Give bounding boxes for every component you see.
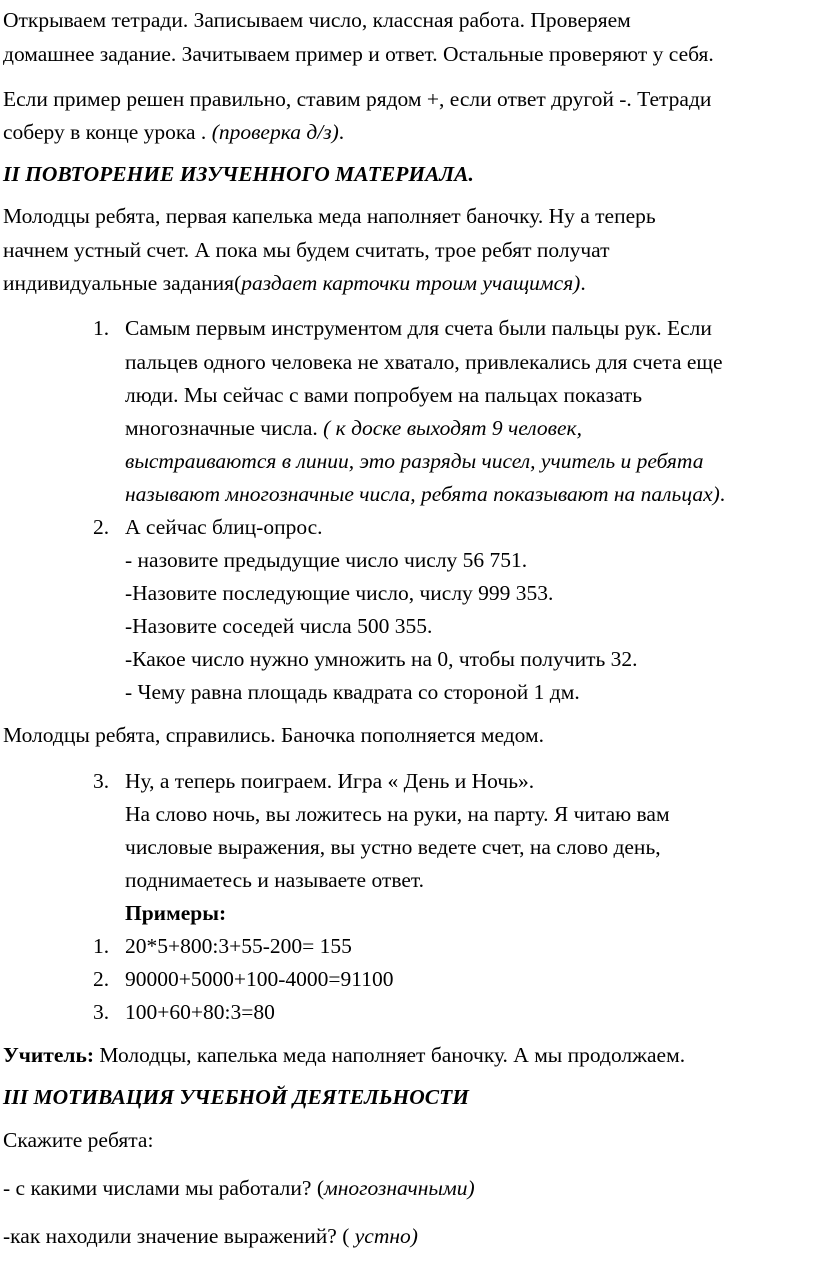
oral-count-line-2: начнем устный счет. А пока мы будем считать, трое ребят получат xyxy=(3,238,610,262)
item1-line-6-note: называют многозначные числа, ребята показывают на пальцах) xyxy=(125,482,720,506)
example-number: 2. xyxy=(93,967,110,991)
example-number: 3. xyxy=(93,1000,110,1024)
game-line-4: поднимаетесь и называете ответ. xyxy=(125,868,425,892)
item1-line-4-text: многозначные числа. xyxy=(125,416,324,440)
check-line-2-end: . xyxy=(338,120,345,144)
game-line-3: числовые выражения, вы устно ведете счет, на слово день, xyxy=(125,835,661,859)
example-text: 100+60+80:3=80 xyxy=(125,1000,275,1024)
blitz-title: А сейчас блиц-опрос. xyxy=(125,515,323,539)
check-line-1: Если пример решен правильно, ставим рядом +, если ответ другой -. Тетради xyxy=(3,87,712,111)
example-number: 1. xyxy=(93,934,110,958)
list-item-number: 3. xyxy=(93,769,110,793)
question-expressions xyxy=(3,1220,813,1254)
question-expressions-answer: устно) xyxy=(354,1224,418,1248)
question-expressions-text: -как находили значение выражений? ( xyxy=(3,1224,355,1248)
oral-count-line-3-text: индивидуальные задания( xyxy=(3,271,242,295)
examples-label: Примеры: xyxy=(125,901,227,925)
list-item-number: 1. xyxy=(93,316,110,340)
game-line-2: На слово ночь, вы ложитесь на руки, на парту. Я читаю вам xyxy=(125,802,670,826)
teacher-remark xyxy=(3,1039,813,1073)
check-line-2-text: соберу в конце урока . xyxy=(3,120,212,144)
section-heading-3: III МОТИВАЦИЯ УЧЕБНОЙ ДЕЯТЕЛЬНОСТИ xyxy=(3,1085,469,1109)
blitz-question-4: -Какое число нужно умножить на 0, чтобы получить 32. xyxy=(125,647,638,671)
oral-count-line-3-end: . xyxy=(580,271,586,295)
item1-line-2: пальцев одного человека не хватало, привлекались для счета еще xyxy=(125,350,723,374)
blitz-question-3: -Назовите соседей числа 500 355. xyxy=(125,614,433,638)
list-item-number: 2. xyxy=(93,515,110,539)
item1-line-4-note: ( к доске выходят 9 человек, xyxy=(323,416,582,440)
item1-line-5: выстраиваются в линии, это разряды чисел, учитель и ребята xyxy=(125,449,704,473)
teacher-text: Молодцы, капелька меда наполняет баночку. А мы продолжаем. xyxy=(94,1043,686,1067)
example-text: 20*5+800:3+55-200= 155 xyxy=(125,934,352,958)
section-heading-2: II ПОВТОРЕНИЕ ИЗУЧЕННОГО МАТЕРИАЛА. xyxy=(3,162,474,186)
cards-note: раздает карточки троим учащимся) xyxy=(241,271,581,295)
question-numbers xyxy=(3,1172,813,1206)
example-text: 90000+5000+100-4000=91100 xyxy=(125,967,394,991)
item1-line-4 xyxy=(125,412,815,446)
item1-line-6-end: . xyxy=(719,482,726,506)
oral-count-line-1: Молодцы ребята, первая капелька меда наполняет баночку. Ну а теперь xyxy=(3,204,656,228)
blitz-question-2: -Назовите последующие число, числу 999 353. xyxy=(125,581,554,605)
item1-line-3: люди. Мы сейчас с вами попробуем на пальцах показать xyxy=(125,383,643,407)
item1-line-6 xyxy=(125,478,815,512)
ask-children-line: Скажите ребята: xyxy=(3,1128,154,1152)
blitz-question-5: - Чему равна площадь квадрата со стороной 1 дм. xyxy=(125,680,580,704)
item1-line-1: Самым первым инструментом для счета были пальцы рук. Если xyxy=(125,316,712,340)
well-done-line: Молодцы ребята, справились. Баночка пополняется медом. xyxy=(3,723,544,747)
intro-line-1: Открываем тетради. Записываем число, классная работа. Проверяем xyxy=(3,8,631,32)
question-numbers-answer: многозначными) xyxy=(324,1176,475,1200)
game-line-1: Ну, а теперь поиграем. Игра « День и Ночь». xyxy=(125,769,535,793)
intro-line-2: домашнее задание. Зачитываем пример и ответ. Остальные проверяют у себя. xyxy=(3,42,714,66)
teacher-label: Учитель: xyxy=(3,1043,94,1067)
question-numbers-text: - с какими числами мы работали? ( xyxy=(3,1176,324,1200)
blitz-question-1: - назовите предыдущие число числу 56 751. xyxy=(125,548,528,572)
oral-count-line-3 xyxy=(3,267,813,301)
check-line-2 xyxy=(3,116,813,150)
homework-check-note: (проверка д/з) xyxy=(211,120,339,144)
